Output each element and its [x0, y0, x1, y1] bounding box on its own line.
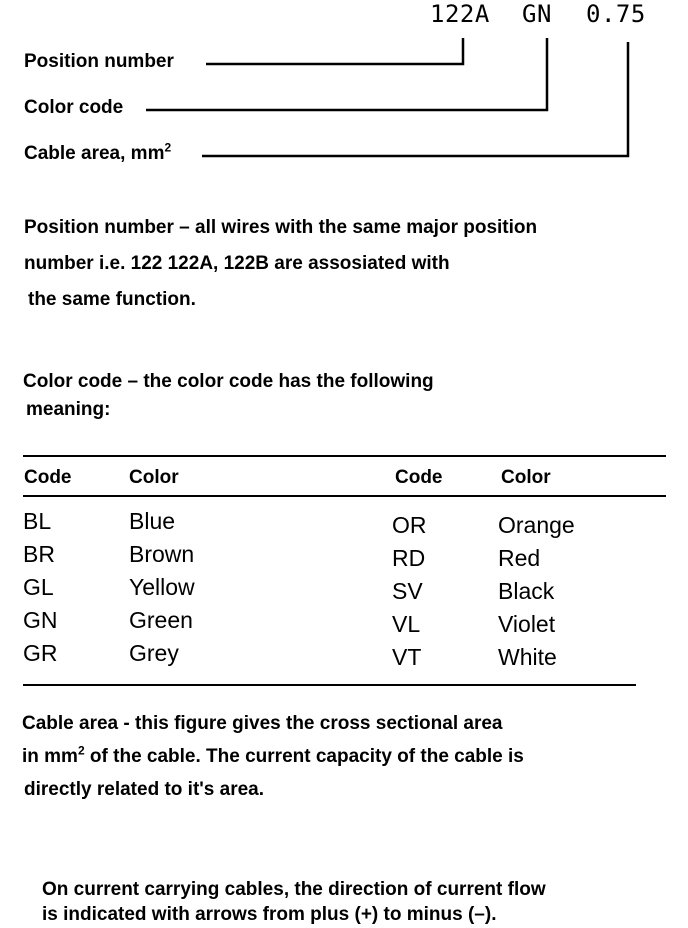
table-cell-color: Red: [498, 545, 541, 571]
header-color-right: Color: [501, 467, 551, 488]
leader-area: [202, 42, 628, 156]
header-code-right: Code: [395, 467, 443, 488]
table-cell-code: GL: [23, 574, 54, 600]
table-cell-color: White: [498, 644, 557, 670]
header-code-left: Code: [24, 467, 72, 488]
note-line-2: is indicated with arrows from plus (+) to minus (–).: [42, 904, 497, 925]
code-area-value: 0.75: [586, 0, 646, 28]
table-header-rule: [23, 495, 666, 497]
superscript-2: 2: [77, 743, 85, 758]
table-cell-color: Violet: [498, 611, 556, 637]
code-position-value: 122A: [430, 0, 490, 28]
position-line-2: number i.e. 122 122A, 122B are assosiated with: [24, 253, 450, 274]
leader-position: [206, 38, 463, 64]
code-color-value: GN: [522, 0, 552, 28]
table-cell-code: BL: [23, 508, 52, 534]
position-paragraph: [24, 210, 537, 318]
current-flow-note: [42, 877, 546, 927]
right-code-column: [392, 509, 427, 674]
table-top-rule: [23, 455, 666, 457]
table-cell-color: Black: [498, 578, 555, 604]
superscript-2: 2: [164, 140, 172, 155]
label-position-number: Position number: [24, 51, 174, 72]
color-line-2: meaning:: [26, 399, 111, 420]
table-bottom-rule: [23, 684, 636, 686]
position-line-1: Position number – all wires with the same major position: [24, 217, 538, 238]
area-paragraph: [22, 707, 524, 806]
table-cell-code: VT: [392, 644, 422, 670]
area-line-1: Cable area - this figure gives the cross sectional area: [22, 713, 503, 734]
table-cell-code: SV: [392, 578, 423, 604]
table-cell-color: Orange: [498, 512, 575, 538]
leader-color: [146, 38, 547, 110]
position-line-3: the same function.: [28, 289, 196, 310]
table-cell-color: Blue: [129, 508, 176, 534]
note-line-1: On current carrying cables, the direction of current flow: [42, 879, 546, 900]
table-cell-code: GR: [23, 640, 58, 666]
label-color-code: Color code: [24, 97, 124, 118]
table-cell-color: Brown: [129, 541, 195, 567]
left-code-column: [23, 505, 58, 670]
left-color-column: [129, 505, 195, 670]
table-cell-code: BR: [23, 541, 55, 567]
header-color-left: Color: [129, 467, 179, 488]
label-cable-area: Cable area, $mm^2$: [24, 140, 172, 164]
table-cell-code: OR: [392, 512, 427, 538]
right-color-column: [498, 509, 575, 674]
table-cell-code: RD: [392, 545, 426, 571]
table-cell-code: VL: [392, 611, 421, 637]
table-cell-color: Green: [129, 607, 193, 633]
color-paragraph: [23, 368, 434, 424]
area-line-3: directly related to it's area.: [24, 779, 265, 800]
color-line-1: Color code – the color code has the following: [23, 371, 434, 392]
table-cell-code: GN: [23, 607, 58, 633]
area-line-2: in $mm^2$ of the cable. The current capacity of the cable is: [22, 743, 524, 767]
table-cell-color: Yellow: [129, 574, 195, 600]
table-cell-color: Grey: [129, 640, 179, 666]
